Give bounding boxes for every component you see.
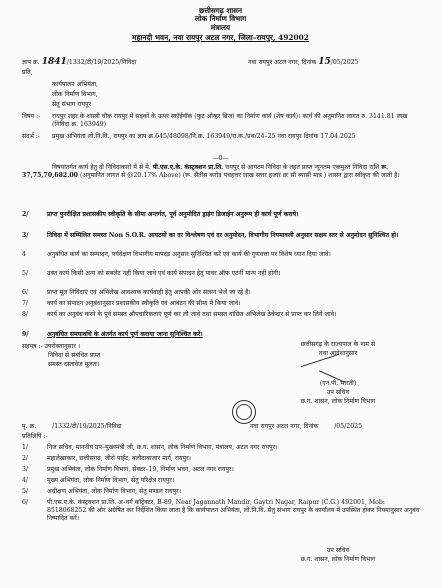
separator: —0— — [212, 155, 229, 162]
condition-number: 8/ — [22, 311, 29, 318]
condition-number: 5/ — [22, 270, 29, 277]
copy-number: 3/ — [22, 466, 29, 473]
copy-item — [22, 499, 422, 524]
condition-text: निविदा में सम्मिलित समस्त Non S.O.R. आयटमों का दर विश्लेषण एवं दर अनुमोदन, विभागीय नियमावली अनुसार सक्षम स्तर से अनुमोदन सुनिश्चित हो। — [47, 232, 399, 239]
approval-paragraph — [22, 164, 422, 181]
sign1-designation: उप सचिव — [326, 389, 350, 396]
memo-ref-rest: /1332/टी/19/2025/निविदा — [66, 59, 137, 66]
copy-number: 6/ — [22, 499, 29, 506]
memo2-ref-line — [22, 423, 422, 431]
copy-item — [22, 477, 422, 485]
memo-place-date-label: नवा रायपुर अटल नगर, दिनांक — [248, 59, 317, 66]
subject-text: रायपुर शहर के शास्त्री चौक रायपुर में सड़कों के ऊपर स्कॉईवॉक (फुट ओव्हर ब्रिज) का निर्माण कार्य (शेष कार्य)। कार्य की अनुमानित लागत रु. 3141.81 लाख (निविदा क्र. 163949) — [52, 113, 408, 128]
enclosure-line-1: सहपत्र :- उपरोक्तानुसार । — [22, 343, 81, 350]
memo2-place-date-label: नवा रायपुर अटल नगर, दिनांक — [250, 423, 319, 430]
sign1-order: तथा आदेशानुसार — [318, 350, 358, 357]
condition-item — [22, 251, 422, 259]
copy-number: 2/ — [22, 455, 29, 462]
condition-number: 7/ — [22, 300, 29, 307]
copy-text: निज सचिव, माननीय उप–मुख्यमंत्री जी, छ.ग. शासन, लोक निर्माण विभाग, मंत्रालय, अटल नगर रायपुर। — [47, 444, 278, 451]
sign2-dept: छ.ग. शासन, लोक निर्माण विभाग — [300, 556, 376, 563]
copy-item — [22, 455, 422, 463]
condition-item — [22, 331, 422, 339]
recipient-line-1: कार्यपालन अभियंता, — [52, 81, 99, 88]
condition-number: 6/ — [22, 289, 29, 296]
memo-day: 15 — [318, 57, 331, 67]
copy-text: अधीक्षण अभियंता, लोक निर्माण विभाग, सेतु मण्डल रायपुर। — [47, 488, 181, 495]
condition-number: 2/ — [22, 211, 29, 218]
copy-item — [22, 466, 422, 474]
condition-text: कार्य का अनुबंध करने के पूर्व समस्त औपचारिकताएं पूर्ण कर ली जावे तथा समस्त वांछित अभिलेख ठेकेदार से प्राप्त कर लिये जावे। — [47, 311, 337, 318]
condition-text: उक्त कार्य किसी अन्य को सबलेट नहीं किया जावे एवं कार्य संपादन हेतु पावर ऑफ एटर्नी मान्य नहीं होगी। — [47, 270, 281, 277]
sign2-designation: उप सचिव — [326, 547, 350, 554]
memo2-place-date — [250, 423, 362, 431]
memo-place-date — [248, 59, 359, 67]
sign1-dept: छ.ग. शासन, लोक निर्माण विभाग — [300, 398, 376, 405]
copy-label: प्रतिलिपि :- — [22, 433, 48, 440]
letterhead-ministry: मंत्रालय — [210, 22, 231, 32]
memo-month-year: /05/2025 — [330, 59, 359, 66]
enclosure-line-3: समस्त दस्तावेज मूलतः। — [48, 361, 100, 368]
condition-item — [22, 289, 422, 297]
recipient-line-2: लोक निर्माण विभाग, — [52, 91, 98, 98]
condition-item — [22, 232, 422, 240]
enclosure-line-2: निविदा से संबंधित प्राप्त — [48, 352, 101, 359]
condition-text: प्राप्त पुनरीक्षित प्रशासकीय स्वीकृति के सीमा अन्तर्गत, पूर्व अनुमोदित ड्राइंग डिजाईन अनुरूप ही कार्य पूर्ण कराये। — [47, 211, 299, 218]
condition-number: 9/ — [22, 331, 29, 338]
reference-row — [22, 133, 422, 141]
recipient-block — [52, 80, 98, 110]
reference-label: संदर्भ :- — [22, 133, 40, 140]
condition-item — [22, 211, 422, 219]
copy-item — [22, 444, 422, 452]
official-seal-inner — [236, 404, 252, 420]
condition-text: प्राप्त मूल निविदाएं एवं अभिलेख आवश्यक कार्यवाही हेतु आपकी ओर संलग्न भेजे जा रहे है। — [47, 289, 251, 296]
condition-number: 3/ — [22, 232, 29, 239]
copy-number: 4/ — [22, 477, 29, 484]
letterhead — [0, 7, 441, 43]
memo2-ref-rest: /1332/टी/19/2025/निविदा — [52, 423, 122, 430]
approval-text-2: रायपुर से आयटम निविदा के तहत प्राप्त न्यूनतम एकमुश्त निविदा राशि — [225, 164, 380, 171]
copy-number: 5/ — [22, 488, 29, 495]
condition-number: 4 — [22, 251, 26, 258]
condition-item — [22, 270, 422, 278]
condition-text: अनुबंधित कार्य का सम्पादन, पर्यवेक्षण विभागीय मापदंड अनुसार सुनिश्चित करें एवं कार्य की गुणवत्ता पर विशेष ध्यान दिया जावे। — [47, 251, 331, 258]
copy-item — [22, 488, 422, 496]
contractor-name: पी.एस.ए.के. कंस्ट्रक्शन प्रा.लि. — [152, 164, 224, 171]
memo-ref-label: ज्ञाप क्र. — [22, 59, 40, 66]
signature-block-1-name — [258, 379, 418, 406]
recipient-line-3: सेतु संभाग रायपुर — [52, 101, 92, 108]
memo-ref-number: 1841 — [41, 57, 67, 67]
copy-text: प्रमुख अभियंता, लोक निर्माण विभाग, सेक्टर–19, निर्माण भवन, अटल नगर रायपुर। — [47, 466, 234, 473]
memo-prati: प्रति, — [22, 69, 33, 76]
subject-row — [22, 113, 422, 128]
memo2-month-year: /05/2025 — [334, 423, 363, 430]
condition-item — [22, 300, 422, 308]
approval-text-1: विषयांतर्गत कार्य हेतु दो निविदाकारों में से मे. — [52, 164, 151, 171]
sign1-authority: छत्तीसगढ़ के राज्यपाल के नाम से — [300, 341, 376, 348]
reference-text: प्रमुख अभियंता लो.नि.वि., रायपुर का ज्ञाप क्र.645/48098/नि.क्र. 163949/रा.क./प्रथ/24–25 नवा रायपुर दिनांक 17.04.2025 — [52, 133, 356, 140]
condition-item — [22, 311, 422, 319]
memo-ref-line — [22, 59, 422, 67]
copy-text: महालेखाकार, छत्तीसगढ़, जीरो पाईंट, बलौदाबाजार मार्ग, रायपुर। — [47, 455, 191, 462]
sign1-name: (एन.पी. भारती) — [319, 380, 357, 387]
memo2-ref-label: पृ. क्र. — [22, 423, 37, 430]
tender-amount: रू. 37,75,70,682.00 — [22, 164, 389, 180]
condition-text: कार्य का संपादन अनुबंधानुसार प्रशासकीय स्वीकृति एवं आबंटन की सीमा में किया जावे। — [47, 300, 241, 307]
condition-text: अनुबंधित समयावधि के अंतर्गत कार्य पूर्ण कराया जाना सुनिश्चित करें। — [47, 331, 203, 338]
subject-label: विषय :- — [22, 113, 41, 120]
copy-number: 1/ — [22, 444, 29, 451]
copy-text: पी.एस.ए.के. कंस्ट्रक्शन प्रा.लि. अ–वर्ग कॉट्रेक्टर, B-89, Near Jagannath Mandir, Gaytri Nagar, Raipur (C.G.) 492001, Mob: 8518068252 की ओर अग्रेषित कर निर्देशित किया जाता है कि कार्यपालन अभियंता, लो.नि.वि. सेतु संभाग रायपुर के कार्यालय में उपस्थित होकर नियमानुसार अनुबंध निष्पादित करें। — [47, 499, 420, 523]
copy-text: मुख्य अभियंता, लोक निर्माण विभाग, सेतु परिक्षेत्र रायपुर। — [47, 477, 175, 484]
letterhead-address: महानदी भवन, नवा रायपुर अटल नगर, जिला–रायपुर, 492002 — [132, 33, 309, 43]
letterhead-department: लोक निर्माण विभाग — [194, 14, 247, 24]
signature-block-2 — [258, 546, 418, 564]
enclosure-block — [22, 342, 100, 369]
approval-text-3: (अनुमानित लागत से @20.17% Above) (रू. सैंतीस करोड़ पचहत्तर लाख सत्तर हजार छः सौ ब्यासी मात्र ) शासन द्वारा स्वीकृत की जाती है। — [79, 172, 400, 180]
letterhead-government: छत्तीसगढ़ शासन — [199, 6, 242, 15]
signature-block-1 — [258, 340, 418, 358]
